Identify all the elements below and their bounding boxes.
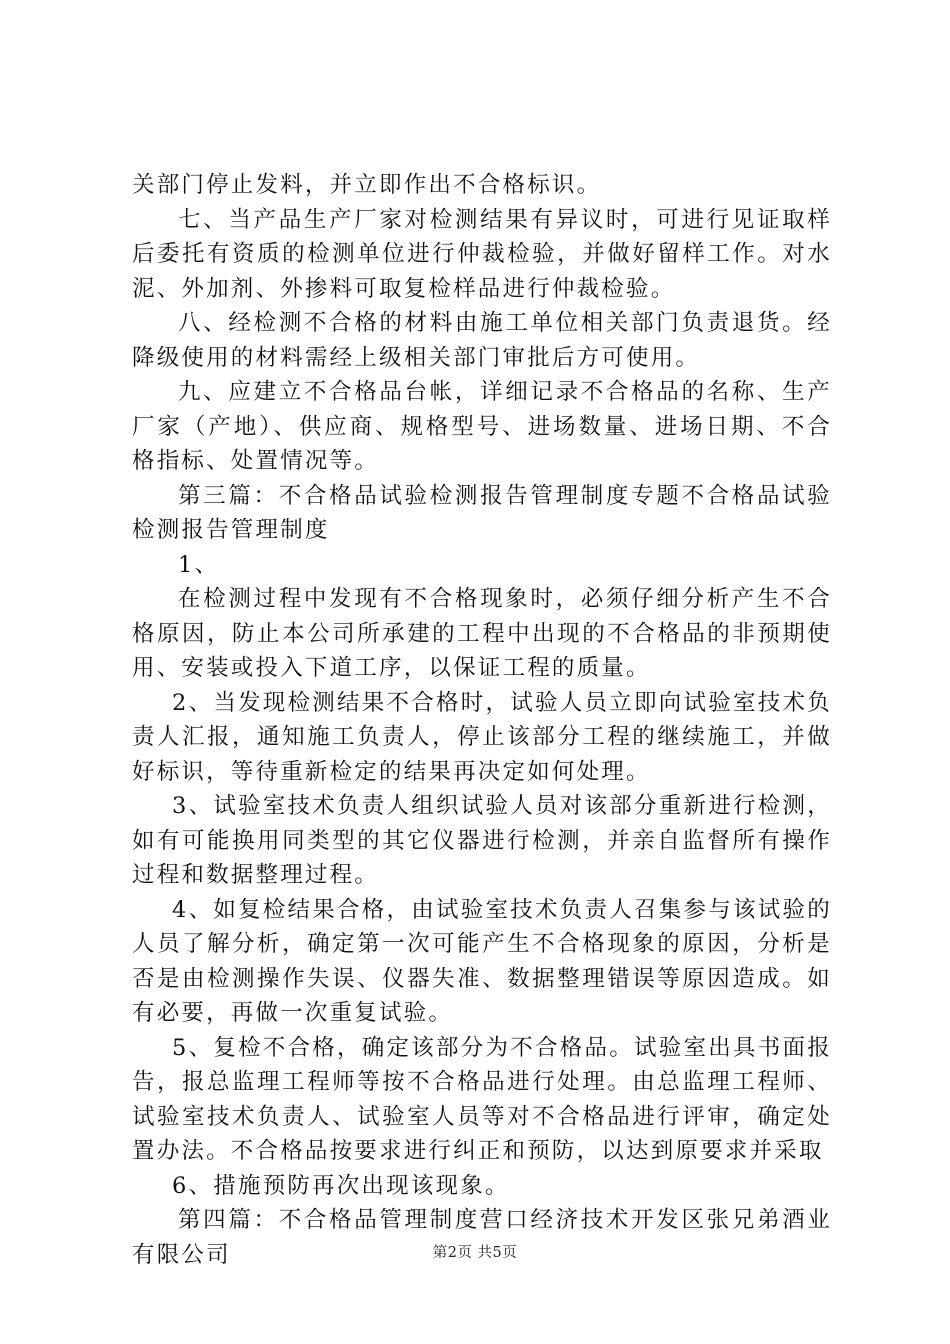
paragraph-continuation: 关部门停止发料，并立即作出不合格标识。 [132,172,602,198]
paragraph-number-3: 3、试验室技术负责人组织试验人员对该部分重新进行检测，如有可能换用同类型的其它仪器进行检测，并亲自监督所有操作过程和数据整理过程。 [132,793,832,888]
section-heading-part-4: 第四篇：不合格品管理制度营口经济技术开发区张兄弟酒业有限公司 [132,1207,832,1268]
paragraph-inspection-process: 在检测过程中发现有不合格现象时，必须仔细分析产生不合格原因，防止本公司所承建的工程中出现的不合格品的非预期使用、安装或投入下道工序，以保证工程的质量。 [132,586,832,681]
paragraph-number-4: 4、如复检结果合格，由试验室技术负责人召集参与该试验的人员了解分析，确定第一次可能产生不合格现象的原因，分析是否是由检测操作失误、仪器失准、数据整理错误等原因造成。如有必要，再做一次重复试验。 [132,896,832,1026]
paragraph-item-8: 八、经检测不合格的材料由施工单位相关部门负责退货。经降级使用的材料需经上级相关部门审批后方可使用。 [132,310,832,371]
paragraph-number-2: 2、当发现检测结果不合格时，试验人员立即向试验室技术负责人汇报，通知施工负责人，停止该部分工程的继续施工，并做好标识，等待重新检定的结果再决定如何处理。 [132,689,832,785]
paragraph-number-5: 5、复检不合格，确定该部分为不合格品。试验室出具书面报告，报总监理工程师等按不合格品进行处理。由总监理工程师、试验室技术负责人、试验室人员等对不合格品进行评审，确定处置办法。不合格品按要求进行纠正和预防，以达到原要求并采取 [132,1034,832,1164]
document-body [132,168,832,1272]
paragraph-number-1: 1、 [178,551,220,578]
paragraph-number-6: 6、措施预防再次出现该现象。 [172,1172,510,1199]
paragraph-item-9: 九、应建立不合格品台帐，详细记录不合格品的名称、生产厂家（产地）、供应商、规格型号、进场数量、进场日期、不合格指标、处置情况等。 [132,379,832,474]
paragraph-item-7: 七、当产品生产厂家对检测结果有异议时，可进行见证取样后委托有资质的检测单位进行仲裁检验，并做好留样工作。对水泥、外加剂、外掺料可取复检样品进行仲裁检验。 [132,206,832,302]
section-heading-part-3: 第三篇：不合格品试验检测报告管理制度专题不合格品试验检测报告管理制度 [132,482,832,543]
page-footer: 第2页 共5页 [432,1245,518,1261]
